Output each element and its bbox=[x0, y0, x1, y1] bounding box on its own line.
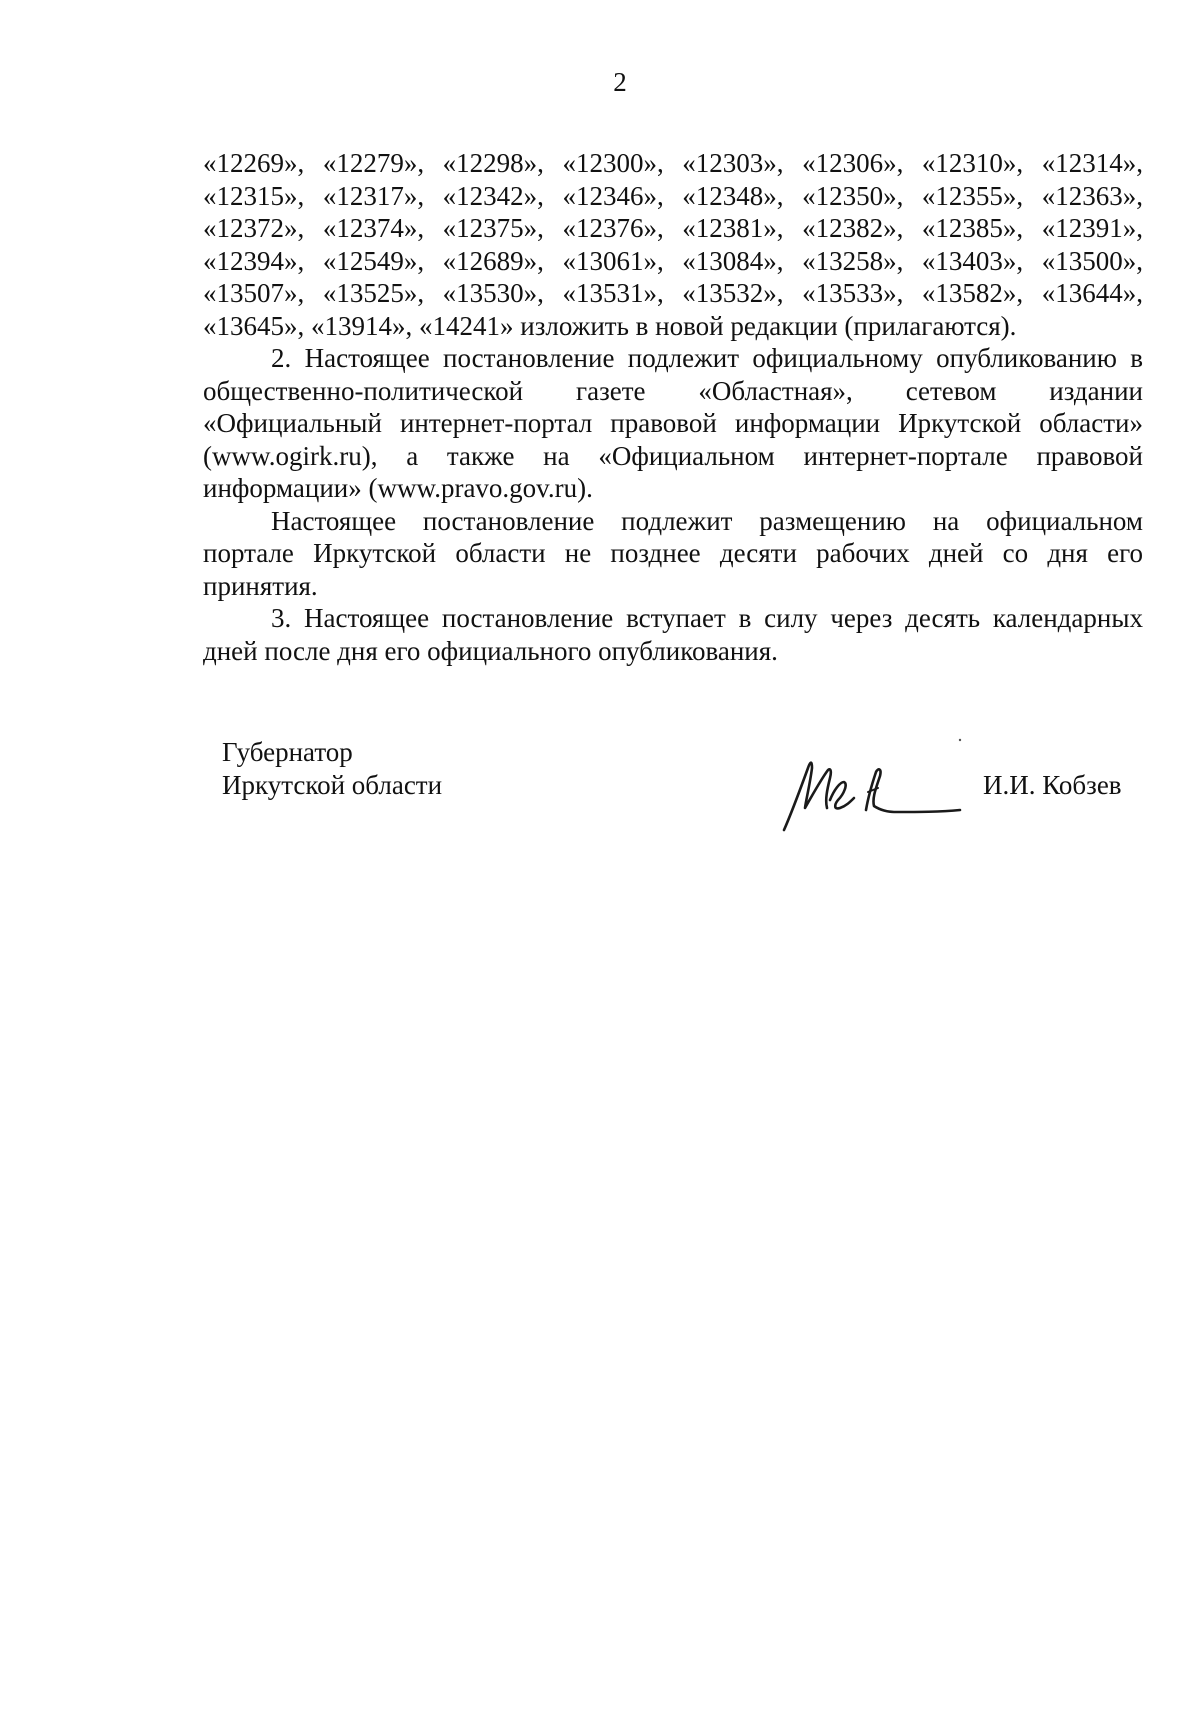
body-line: принятия. bbox=[203, 570, 318, 601]
signature-block bbox=[222, 736, 1142, 846]
handwritten-signature bbox=[770, 728, 970, 838]
body-line: 3. Настоящее постановление вступает в силу через десять календарных bbox=[271, 603, 1143, 633]
body-line: «12315», «12317», «12342», «12346», «12348», «12350», «12355», «12363», bbox=[203, 180, 1143, 211]
body-line: Настоящее постановление подлежит размещению на официальном bbox=[271, 505, 1143, 536]
body-line: «12372», «12374», «12375», «12376», «12381», «12382», «12385», «12391», bbox=[203, 213, 1143, 243]
body-line: «Официальный интернет-портал правовой информации Иркутской области» bbox=[203, 408, 1143, 438]
signer-position bbox=[222, 736, 442, 802]
body-line: «12394», «12549», «12689», «13061», «13084», «13258», «13403», «13500», bbox=[203, 245, 1143, 276]
page-number: 2 bbox=[613, 67, 627, 97]
body-line: «12269», «12279», «12298», «12300», «12303», «12306», «12310», «12314», bbox=[203, 148, 1143, 178]
body-line: «13507», «13525», «13530», «13531», «13532», «13533», «13582», «13644», bbox=[203, 278, 1143, 308]
signer-position-line-2: Иркутской области bbox=[222, 770, 443, 800]
body-line: (www.ogirk.ru), а также на «Официальном интернет-портале правовой bbox=[203, 440, 1143, 471]
body-line: портале Иркутской области не позднее десяти рабочих дней со дня его bbox=[203, 538, 1143, 568]
body-line: дней после дня его официального опубликования. bbox=[203, 635, 778, 666]
body-line: «13645», «13914», «14241» изложить в новой редакции (прилагаются). bbox=[203, 310, 1017, 341]
signer-position-line-1: Губернатор bbox=[222, 737, 353, 767]
body-line: информации» (www.pravo.gov.ru). bbox=[203, 473, 593, 503]
signer-name: И.И. Кобзев bbox=[983, 770, 1122, 800]
body-text bbox=[203, 147, 1143, 667]
body-line: 2. Настоящее постановление подлежит официальному опубликованию в bbox=[271, 343, 1143, 373]
body-line: общественно-политической газете «Областная», сетевом издании bbox=[203, 375, 1143, 406]
